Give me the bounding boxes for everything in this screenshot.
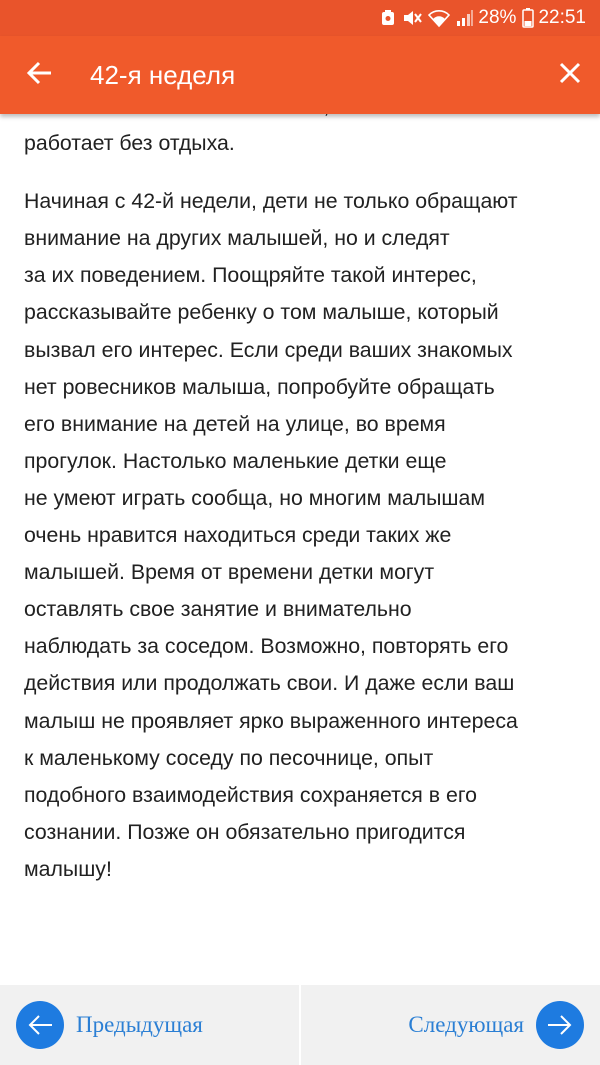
text-line: нет ровесников малыша, попробуйте обращать bbox=[24, 374, 495, 399]
bottom-navigation bbox=[0, 985, 600, 1065]
arrow-right-circle-icon bbox=[536, 1001, 584, 1049]
text-line: за их поведением. Поощряйте такой интерес, bbox=[24, 263, 477, 288]
text-line: к маленькому соседу по песочнице, опыт bbox=[24, 745, 434, 770]
signal-icon bbox=[456, 9, 474, 27]
text-line: вызвал его интерес. Если среди ваших знакомых bbox=[24, 337, 513, 362]
text-line: действия или продолжать свои. И даже если ваш bbox=[24, 671, 515, 696]
text-line: не умеют играть сообща, но многим малышам bbox=[24, 485, 486, 510]
article-content bbox=[24, 114, 584, 984]
next-label: Следующая bbox=[408, 1012, 524, 1037]
text-line: малышу! bbox=[24, 856, 112, 881]
text-line: сознании. Позже он обязательно пригодится bbox=[24, 819, 466, 844]
text-line: работает без отдыха. bbox=[24, 131, 235, 156]
text-line: малышей. Время от времени детки могут bbox=[24, 560, 435, 585]
back-button[interactable] bbox=[0, 36, 80, 114]
previous-label: Предыдущая bbox=[76, 1012, 203, 1037]
page-title: 42-я неделя bbox=[90, 59, 236, 90]
text-line: очень нравится находиться среди таких же bbox=[24, 523, 452, 548]
notification-icon bbox=[380, 9, 396, 27]
text-line: подобного взаимодействия сохраняется в его bbox=[24, 782, 477, 807]
previous-button[interactable] bbox=[0, 985, 301, 1065]
text-line: внимание на других малышей, но и следят bbox=[24, 226, 450, 251]
arrow-left-icon bbox=[27, 60, 53, 91]
clock: 22:51 bbox=[538, 7, 586, 28]
close-button[interactable] bbox=[540, 36, 600, 114]
wifi-icon bbox=[428, 9, 450, 27]
text-line: Начиная с 42-й недели, дети не только обращают bbox=[24, 189, 518, 214]
text-line: малыш не проявляет ярко выраженного интереса bbox=[24, 708, 518, 733]
text-line: наблюдать за соседом. Возможно, повторять его bbox=[24, 634, 509, 659]
text-line: оставлять свое занятие и внимательно bbox=[24, 597, 412, 622]
battery-icon bbox=[522, 8, 534, 28]
text-line: прогулок. Настолько маленькие детки еще bbox=[24, 448, 447, 473]
text-line: его внимание на детей на улице, во время bbox=[24, 411, 446, 436]
next-button[interactable] bbox=[301, 985, 600, 1065]
app-bar bbox=[0, 36, 600, 114]
status-bar bbox=[0, 0, 600, 36]
battery-percent: 28% bbox=[478, 7, 517, 28]
close-icon bbox=[559, 62, 581, 89]
arrow-left-circle-icon bbox=[16, 1001, 64, 1049]
article-paragraph-main bbox=[24, 183, 584, 888]
text-line: рассказывайте ребенку о том малыше, который bbox=[24, 300, 499, 325]
mute-icon bbox=[402, 9, 422, 27]
